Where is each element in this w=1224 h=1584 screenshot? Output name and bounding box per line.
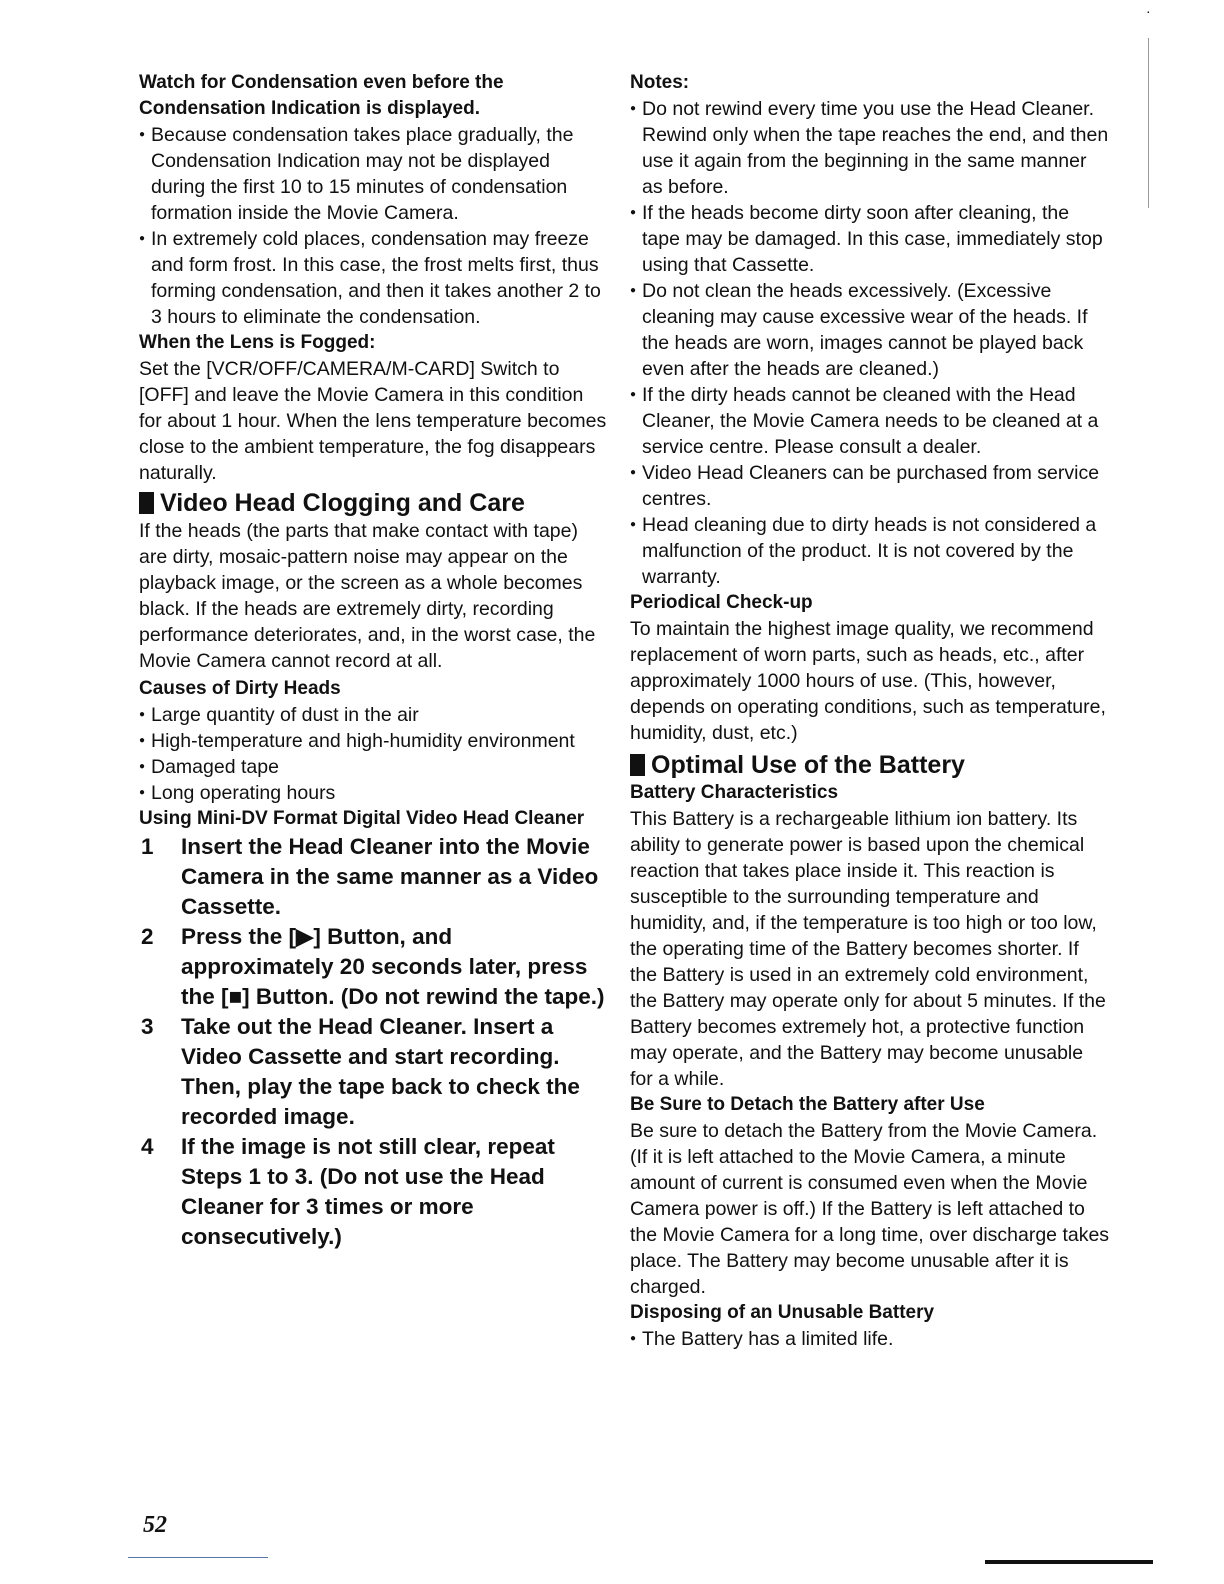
step-item — [139, 1132, 609, 1252]
battery-characteristics-heading: Battery Characteristics — [630, 782, 839, 803]
step-text: Take out the Head Cleaner. Insert a Video Cassette and start recording. Then, play the tape back to check the recorded image. — [181, 1014, 580, 1129]
fog-text: Set the [VCR/OFF/CAMERA/M-CARD] Switch to [OFF] and leave the Movie Camera in this condition for about 1 hour. When the lens temperature becomes close to the ambient temperature, the fog disappears naturally. — [139, 358, 607, 484]
corner-mark: ․ — [1146, 0, 1151, 16]
section-title-battery — [630, 750, 1110, 780]
list-item: ● Long operating hours — [139, 780, 609, 806]
checkup-heading: Periodical Check-up — [630, 592, 813, 613]
dispose-bullets — [630, 1326, 1110, 1352]
causes-heading: Causes of Dirty Heads — [139, 678, 341, 699]
cleaning-steps — [139, 832, 609, 1252]
step-number: 2 — [141, 924, 154, 949]
step-number: 4 — [141, 1134, 154, 1159]
page-number: 52 — [143, 1512, 167, 1538]
list-item: ● If the heads become dirty soon after cleaning, the tape may be damaged. In this case, immediately stop using that Cassette. — [630, 200, 1110, 278]
list-item: ● Do not rewind every time you use the Head Cleaner. Rewind only when the tape reaches the end, and then use it again from the beginning in the same manner as before. — [630, 96, 1110, 200]
step-number: 1 — [141, 834, 154, 859]
condensation-heading-line-2: Condensation Indication is displayed. — [139, 98, 480, 119]
section-title-head-clogging — [139, 488, 609, 518]
step-text: Press the [▶] Button, and approximately 20 seconds later, press the [■] Button. (Do not rewind the tape.) — [181, 924, 605, 1009]
section-title-text: Optimal Use of the Battery — [651, 751, 965, 779]
edge-mark — [1148, 38, 1149, 208]
step-text: If the image is not still clear, repeat Steps 1 to 3. (Do not use the Head Cleaner for 3 times or more consecutively.) — [181, 1134, 555, 1249]
list-item: ● In extremely cold places, condensation may freeze and form frost. In this case, the frost melts first, thus forming condensation, and then it takes another 2 to 3 hours to eliminate the condensation. — [139, 226, 609, 330]
list-item: ● Because condensation takes place gradually, the Condensation Indication may not be displayed during the first 10 to 15 minutes of condensation formation inside the Movie Camera. — [139, 122, 609, 226]
list-item: ● Head cleaning due to dirty heads is not considered a malfunction of the product. It is not covered by the warranty. — [630, 512, 1110, 590]
step-item — [139, 1012, 609, 1132]
list-item: ● High-temperature and high-humidity environment — [139, 728, 609, 754]
head-clogging-text: If the heads (the parts that make contact with tape) are dirty, mosaic-pattern noise may appear on the playback image, or the screen as a whole becomes black. If the heads are extremely dirty, recording performance deteriorates, and, in the worst case, the Movie Camera cannot record at all. — [139, 520, 596, 672]
list-item: ● Damaged tape — [139, 754, 609, 780]
notes-bullets — [630, 96, 1110, 590]
fog-heading: When the Lens is Fogged: — [139, 332, 376, 353]
step-item — [139, 832, 609, 922]
list-item: ● If the dirty heads cannot be cleaned with the Head Cleaner, the Movie Camera needs to be cleaned at a service centre. Please consult a dealer. — [630, 382, 1110, 460]
footer-rule-right — [985, 1560, 1153, 1564]
step-text: Insert the Head Cleaner into the Movie Camera in the same manner as a Video Cassette. — [181, 834, 599, 919]
causes-bullets — [139, 702, 609, 806]
section-marker-icon — [139, 492, 154, 514]
list-item: ● Video Head Cleaners can be purchased from service centres. — [630, 460, 1110, 512]
condensation-heading-line-1: Watch for Condensation even before the — [139, 72, 504, 93]
condensation-bullets — [139, 122, 609, 330]
cleaner-heading: Using Mini-DV Format Digital Video Head Cleaner — [139, 808, 585, 829]
section-marker-icon — [630, 754, 645, 776]
checkup-text: To maintain the highest image quality, we recommend replacement of worn parts, such as heads, etc., after approximately 1000 hours of use. (This, however, depends on operating conditions, such as temperature, humidity, dust, etc.) — [630, 618, 1106, 744]
section-title-text: Video Head Clogging and Care — [160, 489, 525, 517]
list-item: ● The Battery has a limited life. — [630, 1326, 1110, 1352]
detach-heading: Be Sure to Detach the Battery after Use — [630, 1094, 985, 1115]
list-item: ● Do not clean the heads excessively. (Excessive cleaning may cause excessive wear of the heads. If the heads are worn, images cannot be played back even after the heads are cleaned.) — [630, 278, 1110, 382]
dispose-heading: Disposing of an Unusable Battery — [630, 1302, 935, 1323]
left-column — [139, 70, 609, 1252]
battery-characteristics-text: This Battery is a rechargeable lithium ion battery. Its ability to generate power is based upon the chemical reaction that takes place inside it. This reaction is susceptible to the surrounding temperature and humidity, and, if the temperature is too high or too low, the operating time of the Battery becomes shorter. If the Battery is used in an extremely cold environment, the Battery may operate only for about 5 minutes. If the Battery becomes extremely hot, a protective function may operate, and the Battery may become unusable for a while. — [630, 808, 1106, 1090]
notes-heading: Notes: — [630, 72, 690, 93]
detach-text: Be sure to detach the Battery from the Movie Camera. (If it is left attached to the Movie Camera, a minute amount of current is consumed even when the Movie Camera power is off.) If the Battery is left attached to the Movie Camera for a long time, over discharge takes place. The Battery may become unusable after it is charged. — [630, 1120, 1110, 1298]
step-number: 3 — [141, 1014, 154, 1039]
list-item: ● Large quantity of dust in the air — [139, 702, 609, 728]
step-item — [139, 922, 609, 1012]
right-column — [630, 70, 1110, 1352]
footer-rule-left — [128, 1557, 268, 1558]
